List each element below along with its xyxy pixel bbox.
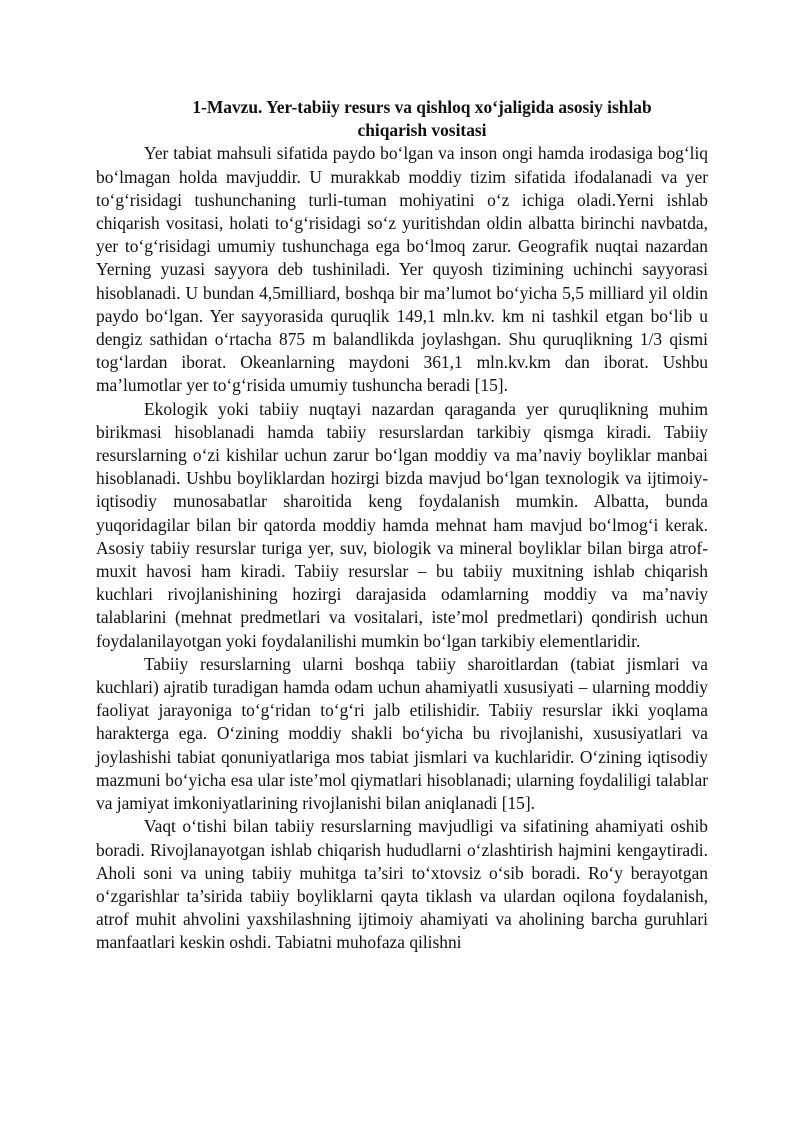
paragraph-2: Ekologik yoki tabiiy nuqtayi nazardan qaraganda yer quruqlikning muhim birikmasi hisoblanadi hamda tabiiy resurslardan tarkibiy qismga kiradi. Tabiiy resurslarning o‘zi kishilar uchun zarur bo‘lgan moddiy va ma’naviy boyliklar manbai hisoblanadi. Ushbu boyliklardan hozirgi bizda mavjud bo‘lgan texnologik va ijtimoiy-iqtisodiy munosabatlar sharoitida keng foydalanish mumkin. Albatta, bunda yuqoridagilar bilan bir qatorda moddiy hamda mehnat ham mavjud bo‘lmog‘i kerak. Asosiy tabiiy resurslar turiga yer, suv, biologik va mineral boyliklar bilan birga atrof-muxit havosi ham kiradi. Tabiiy resurslar – bu tabiiy muxitning ishlab chiqarish kuchlari rivojlanishining hozirgi darajasida odamlarning moddiy va ma’naviy talablarini (mehnat predmetlari va vositalari, iste’mol predmetlari) qondirish uchun foydalanilayotgan yoki foydalanilishi mumkin bo‘lgan tarkibiy elementlaridir. [96, 398, 708, 651]
paragraph-4: Vaqt o‘tishi bilan tabiiy resurslarning mavjudligi va sifatining ahamiyati oshib boradi. Rivojlanayotgan ishlab chiqarish hududlarni o‘zlashtirish hajmini kengaytiradi. Aholi soni va uning tabiiy muhitga ta’siri to‘xtovsiz o‘sib boradi. Ro‘y berayotgan o‘zgarishlar ta’sirida tabiiy boyliklarni qayta tiklash va ulardan oqilona foydalanish, atrof muhit ahvolini yaxshilashning ijtimoiy ahamiyati va aholining barcha guruhlari manfaatlari keskin oshdi. Tabiatni muhofaza qilishni [96, 816, 708, 953]
paragraph-3: Tabiiy resurslarning ularni boshqa tabiiy sharoitlardan (tabiat jismlari va kuchlari) ajratib turadigan hamda odam uchun ahamiyatli xususiyati – ularning moddiy faoliyat jarayoniga to‘g‘ridan to‘g‘ri jalb etilishidir. Tabiiy resurslar ikki yoqlama harakterga ega. O‘zining moddiy shakli bo‘yicha bu rivojlanishi, xususiyatlari va joylashishi tabiat qonuniyatlariga mos tabiat jismlari va kuchlaridir. O‘zining iqtisodiy mazmuni bo‘yicha esa ular iste’mol qiymatlari hisoblanadi; ularning foydaliligi talablar va jamiyat imkoniyatlarining rivojlanishi bilan aniqlanadi [15]. [96, 653, 708, 814]
document-body [96, 96, 708, 955]
document-title [96, 96, 708, 142]
title-line-2: chiqarish vositasi [357, 120, 487, 141]
title-line-1: 1-Mavzu. Yer-tabiiy resurs va qishloq xo‘jaligida asosiy ishlab [192, 97, 652, 117]
paragraph-1: Yer tabiat mahsuli sifatida paydo bo‘lgan va inson ongi hamda irodasiga bog‘liq bo‘lmagan holda mavjuddir. U murakkab moddiy tizim sifatida ifodalanadi va yer to‘g‘risidagi tushunchaning turli-tuman mohiyatini o‘z ichiga oladi.Yerni ishlab chiqarish vositasi, holati to‘g‘risidagi so‘z yuritishdan oldin albatta birinchi navbatda, yer to‘g‘risidagi umumiy tushunchaga ega bo‘lmoq zarur. Geografik nuqtai nazardan Yerning yuzasi sayyora deb tushiniladi. Yer quyosh tizimining uchinchi sayyorasi hisoblanadi. U bundan 4,5milliard, boshqa bir ma’lumot bo‘yicha 5,5 milliard yil oldin paydo bo‘lgan. Yer sayyorasida quruqlik 149,1 mln.kv. km ni tashkil etgan bo‘lib u dengiz sathidan o‘rtacha 875 m balandlikda joylashgan. Shu quruqlikning 1/3 qismi tog‘lardan iborat. Okeanlarning maydoni 361,1 mln.kv.km dan iborat. Ushbu ma’lumotlar yer to‘g‘risida umumiy tushuncha beradi [15]. [96, 143, 708, 396]
